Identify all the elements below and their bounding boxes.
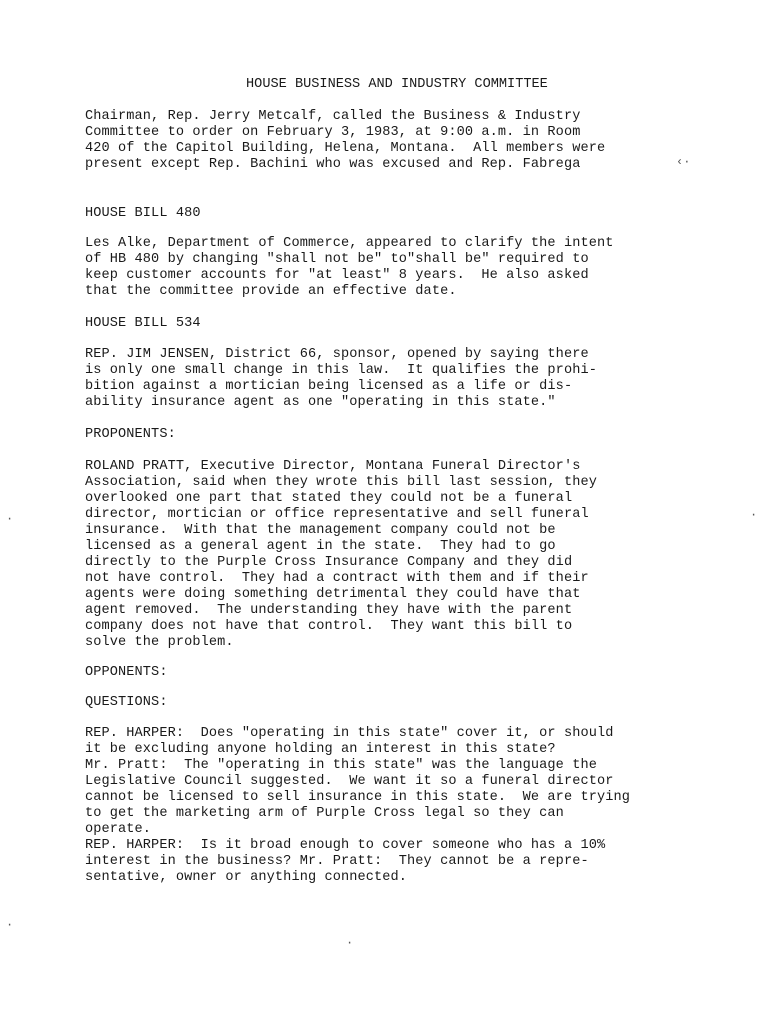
proponents-line: directly to the Purple Cross Insurance Company and they did [85, 555, 573, 570]
questions-line: it be excluding anyone holding an interest in this state? [85, 742, 556, 757]
proponents-line: agents were doing something detrimental they could have that [85, 587, 581, 602]
hb480-line: of HB 480 by changing "shall not be" to"shall be" required to [85, 252, 589, 267]
scan-speck: · [750, 508, 758, 522]
document-title: HOUSE BUSINESS AND INDUSTRY COMMITTEE [246, 77, 548, 92]
questions-line: to get the marketing arm of Purple Cross legal so they can [85, 806, 564, 821]
proponents-line: solve the problem. [85, 635, 234, 650]
proponents-line: licensed as a general agent in the state. They had to go [85, 539, 556, 554]
proponents-line: agent removed. The understanding they have with the parent [85, 603, 573, 618]
intro-line: Committee to order on February 3, 1983, at 9:00 a.m. in Room [85, 125, 581, 140]
scan-speck: · [6, 512, 14, 526]
hb534-line: ability insurance agent as one "operating in this state." [85, 395, 556, 410]
proponents-line: company does not have that control. They want this bill to [85, 619, 573, 634]
hb480-line: that the committee provide an effective date. [85, 284, 457, 299]
questions-line: interest in the business? Mr. Pratt: They cannot be a repre- [85, 854, 589, 869]
section-heading-hb534: HOUSE BILL 534 [85, 316, 201, 331]
hb480-line: Les Alke, Department of Commerce, appeared to clarify the intent [85, 236, 614, 251]
scan-speck: · [346, 936, 354, 950]
proponents-line: not have control. They had a contract with them and if their [85, 571, 589, 586]
questions-line: operate. [85, 822, 152, 837]
hb534-line: REP. JIM JENSEN, District 66, sponsor, opened by saying there [85, 347, 589, 362]
proponents-line: ROLAND PRATT, Executive Director, Montana Funeral Director's [85, 459, 581, 474]
proponents-line: overlooked one part that stated they could not be a funeral [85, 491, 573, 506]
intro-line: Chairman, Rep. Jerry Metcalf, called the Business & Industry [85, 109, 581, 124]
questions-line: cannot be licensed to sell insurance in this state. We are trying [85, 790, 630, 805]
questions-line: Mr. Pratt: The "operating in this state" was the language the [85, 758, 597, 773]
intro-line: 420 of the Capitol Building, Helena, Montana. All members were [85, 141, 606, 156]
hb480-line: keep customer accounts for "at least" 8 years. He also asked [85, 268, 589, 283]
section-heading-questions: QUESTIONS: [85, 695, 168, 710]
section-heading-opponents: OPPONENTS: [85, 665, 168, 680]
section-heading-proponents: PROPONENTS: [85, 427, 176, 442]
pen-mark: ‹· [676, 155, 691, 169]
proponents-line: director, mortician or office representative and sell funeral [85, 507, 589, 522]
proponents-line: insurance. With that the management company could not be [85, 523, 556, 538]
hb534-line: is only one small change in this law. It qualifies the prohi- [85, 363, 597, 378]
intro-line: present except Rep. Bachini who was excused and Rep. Fabrega [85, 157, 581, 172]
scan-speck: · [6, 918, 14, 932]
questions-line: REP. HARPER: Does "operating in this state" cover it, or should [85, 726, 614, 741]
section-heading-hb480: HOUSE BILL 480 [85, 206, 201, 221]
hb534-line: bition against a mortician being licensed as a life or dis- [85, 379, 573, 394]
proponents-line: Association, said when they wrote this bill last session, they [85, 475, 597, 490]
questions-line: REP. HARPER: Is it broad enough to cover someone who has a 10% [85, 838, 606, 853]
questions-line: Legislative Council suggested. We want it so a funeral director [85, 774, 614, 789]
questions-line: sentative, owner or anything connected. [85, 870, 408, 885]
